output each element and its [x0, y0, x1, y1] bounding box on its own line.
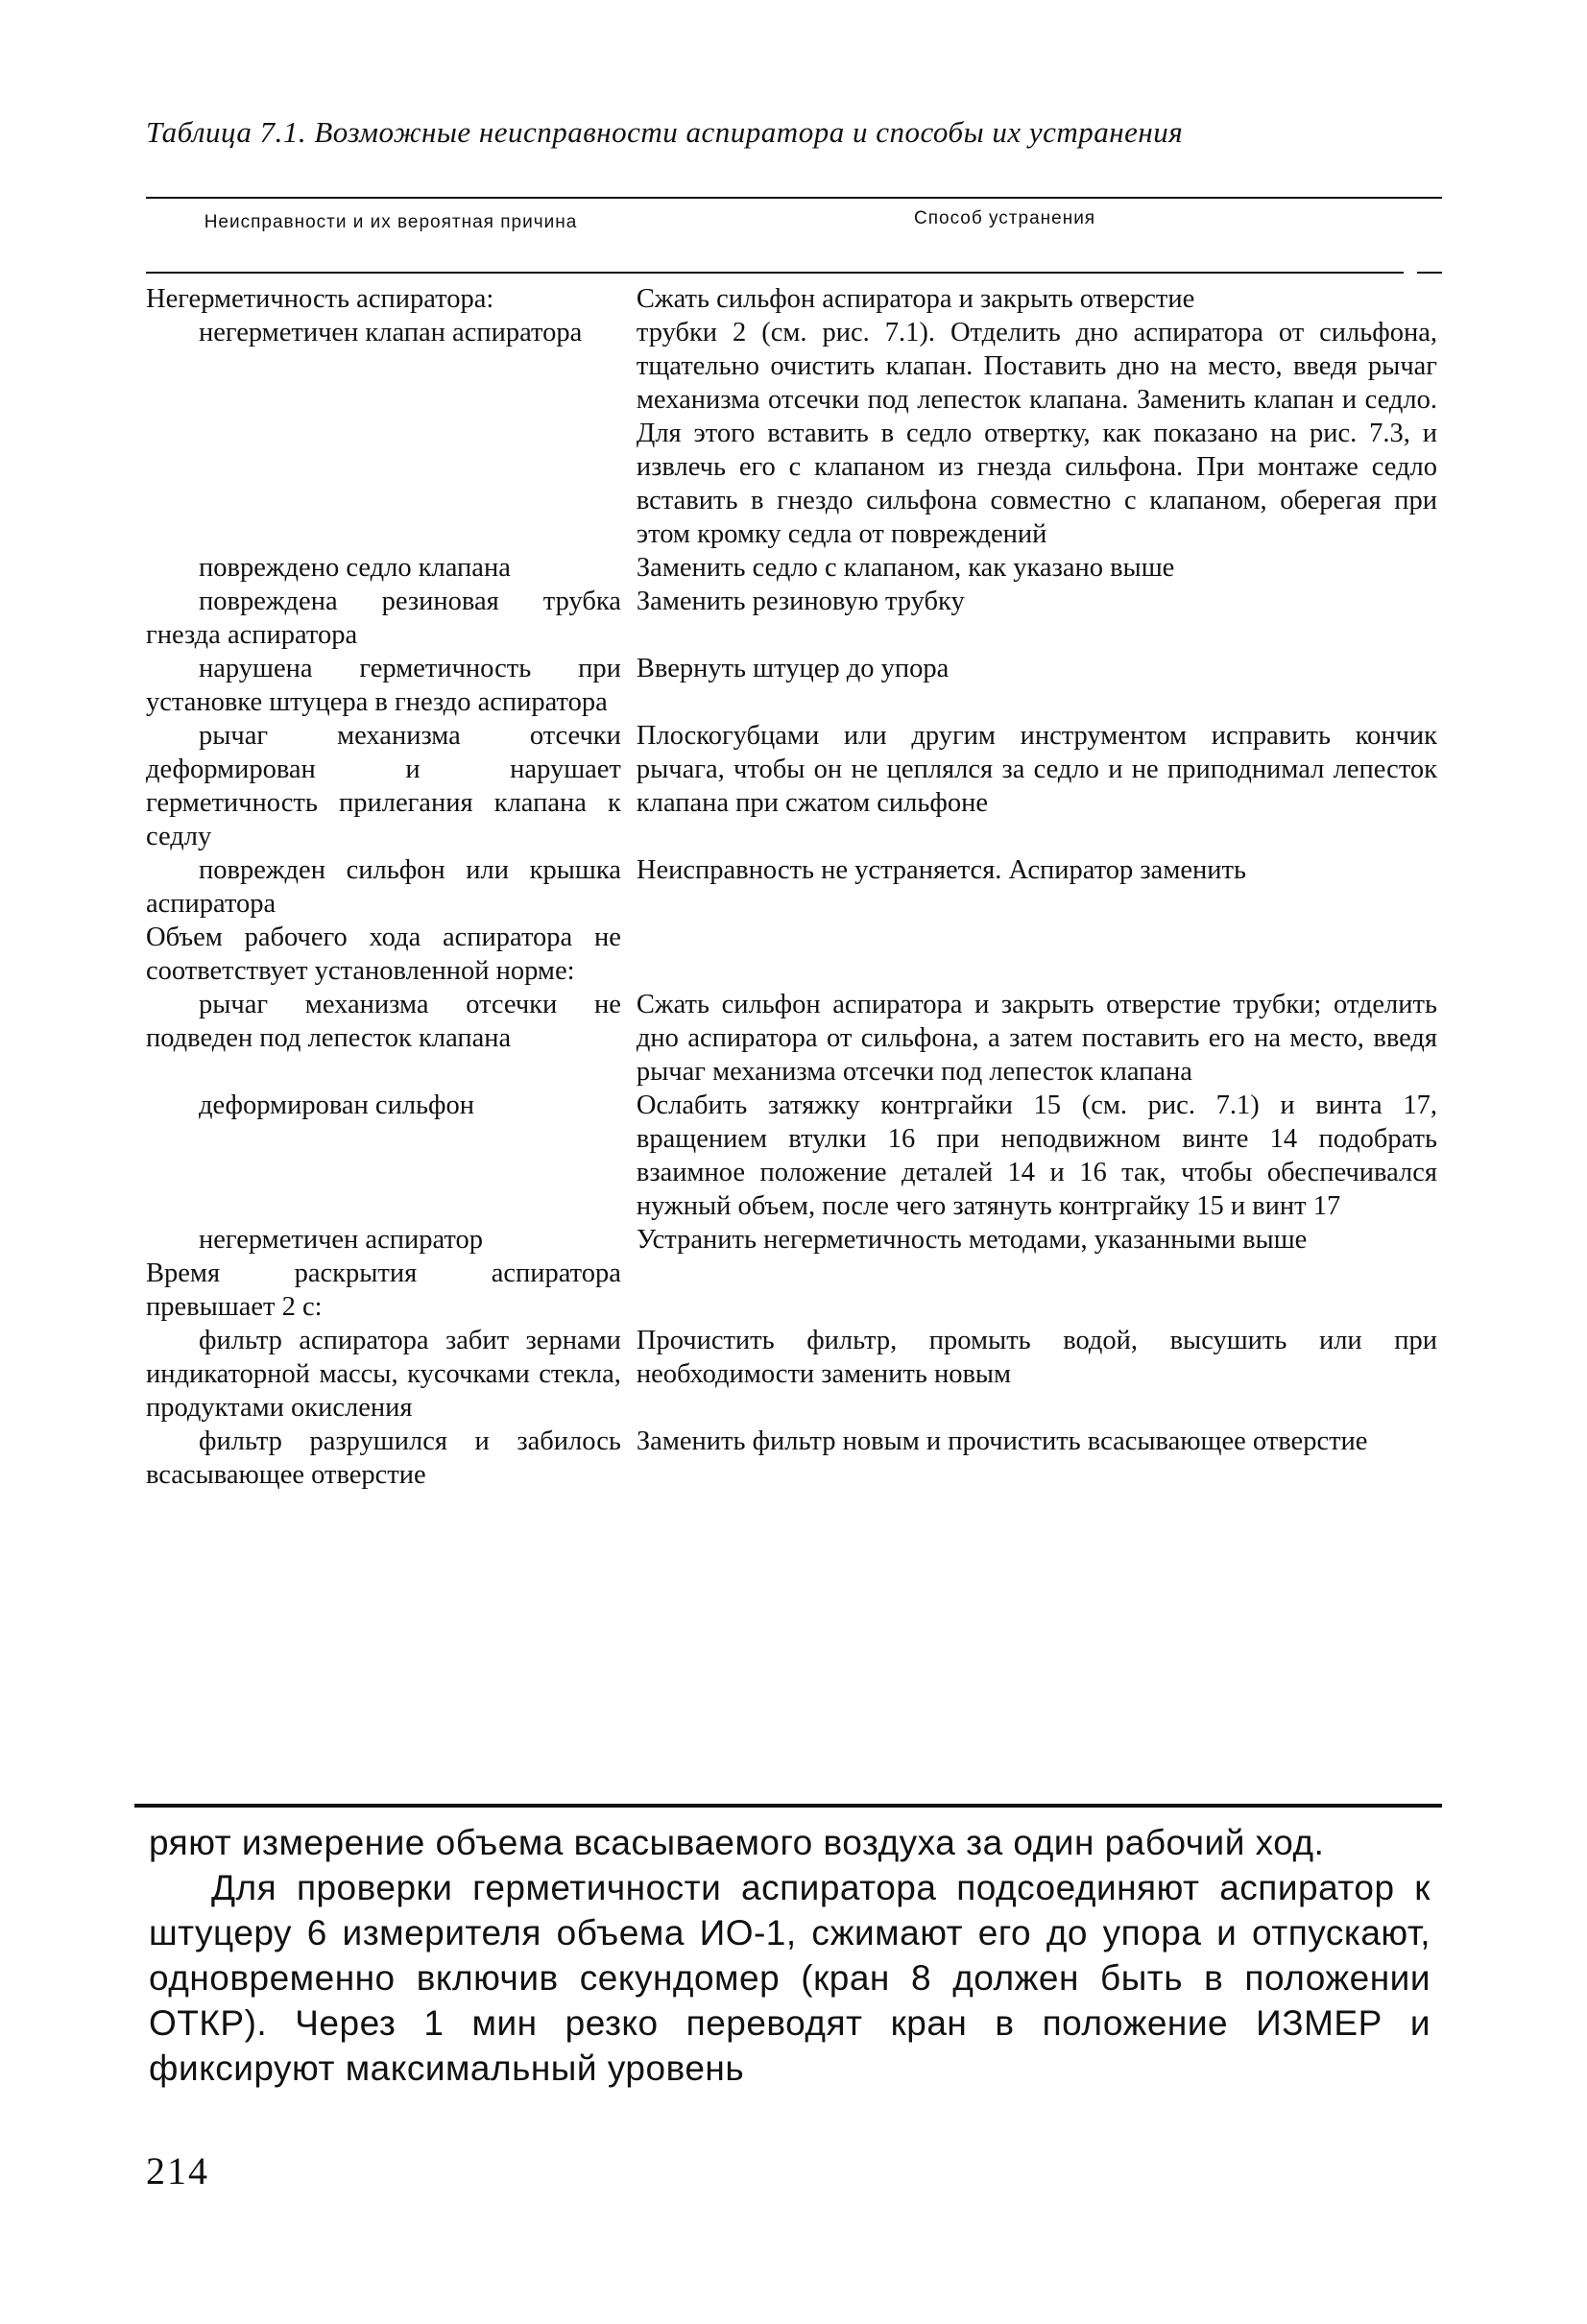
table-body [146, 282, 1437, 1492]
remedy-cell: Плоскогубцами или другим инструментом исправить кончик рычага, чтобы он не цеплялся за седло и не приподнимал лепесток клапана при сжатом сильфоне [636, 721, 1437, 818]
remedy-cell [637, 1257, 1437, 1324]
column-header-fault: Неисправности и их вероятная причина [204, 212, 578, 232]
table-row [146, 1223, 1437, 1257]
table-bottom-rule [134, 1804, 1442, 1808]
table-top-rule [146, 197, 1442, 199]
remedy-cell: Сжать сильфон аспиратора и закрыть отверстие [636, 284, 1195, 314]
fault-cell: повреждено седло клапана [199, 553, 511, 583]
table-row [146, 921, 1437, 988]
remedy-cell: Неисправность не устраняется. Аспиратор заменить [636, 855, 1246, 885]
table-caption: Таблица 7.1. Возможные неисправности аспиратора и способы их устранения [146, 115, 1184, 149]
body-paragraph: Для проверки герметичности аспиратора подсоединяют аспиратор к штуцеру 6 измерителя объема ИО-1, сжимают его до упора и отпускают, одновременно включив секундомер (кран 8 должен быть в положении ОТКР). Через 1 мин резко переводят кран в положение ИЗМЕР и фиксируют максимальный уровень [149, 1868, 1431, 2088]
remedy-cell [637, 921, 1437, 988]
remedy-cell: Устранить негерметичность методами, указанными выше [636, 1225, 1308, 1255]
fault-cell: поврежден сильфон или крышка аспиратора [146, 855, 621, 919]
table-row [146, 282, 1437, 316]
page-number: 214 [146, 2149, 209, 2192]
remedy-cell: Заменить фильтр новым и прочистить всасывающее отверстие [636, 1426, 1368, 1456]
remedy-cell: Заменить резиновую трубку [636, 587, 965, 616]
remedy-cell: Ввернуть штуцер до упора [636, 654, 950, 683]
table-row [146, 652, 1437, 719]
table-row [146, 551, 1437, 585]
fault-cell: Негерметичность аспиратора: [146, 284, 494, 314]
table-row [146, 1089, 1437, 1223]
fault-cell: повреждена резиновая трубка гнезда аспиратора [146, 587, 621, 650]
fault-cell: деформирован сильфон [199, 1090, 475, 1120]
remedy-cell: трубки 2 (см. рис. 7.1). Отделить дно аспиратора от сильфона, тщательно очистить клапан. Поставить дно на место, введя рычаг механизма отсечки под лепесток клапана. Заменить клапан и седло. Для этого вставить в седло отвертку, как показано на рис. 7.3, и извлечь его с клапаном из гнезда сильфона. При монтаже седло вставить в гнездо сильфона совместно с клапаном, оберегая при этом кромку седла от повреждений [636, 318, 1437, 549]
table-row [146, 988, 1437, 1089]
table-row [146, 853, 1437, 921]
body-paragraph: ряют измерение объема всасываемого воздуха за один рабочий ход. [149, 1823, 1325, 1862]
remedy-cell: Заменить седло с клапаном, как указано выше [636, 553, 1175, 583]
table-row [146, 585, 1437, 652]
fault-cell: рычаг механизма отсечки деформирован и нарушает герметичность прилегания клапана к седлу [146, 721, 621, 851]
fault-cell: негерметичен клапан аспиратора [199, 318, 583, 347]
table-row [146, 1257, 1437, 1324]
fault-cell: негерметичен аспиратор [199, 1225, 483, 1255]
table-row [146, 316, 1437, 551]
remedy-cell: Прочистить фильтр, промыть водой, высушить или при необходимости заменить новым [636, 1326, 1437, 1389]
remedy-cell: Ослабить затяжку контргайки 15 (см. рис. 7.1) и винта 17, вращением втулки 16 при неподвижном винте 14 подобрать взаимное положение деталей 14 и 16 так, чтобы обеспечивался нужный объем, после чего затянуть контргайку 15 и винт 17 [636, 1090, 1437, 1221]
table-header [146, 204, 1442, 261]
table-header-rule-tail [1417, 272, 1442, 274]
table-header-rule [146, 272, 1404, 274]
table-row [146, 719, 1437, 853]
column-header-remedy: Способ устранения [914, 208, 1096, 228]
fault-group-cell: Объем рабочего хода аспиратора не соответствует установленной норме: [146, 922, 621, 986]
fault-cell: фильтр аспиратора забит зернами индикаторной массы, кусочками стекла, продуктами окисления [146, 1326, 621, 1423]
remedy-cell: Сжать сильфон аспиратора и закрыть отверстие трубки; отделить дно аспиратора от сильфона, а затем поставить его на место, введя рычаг механизма отсечки под лепесток клапана [636, 990, 1437, 1087]
fault-cell: нарушена герметичность при установке штуцера в гнездо аспиратора [146, 654, 621, 717]
table-row [146, 1324, 1437, 1425]
fault-cell: фильтр разрушился и забилось всасывающее отверстие [146, 1426, 621, 1490]
fault-group-cell: Время раскрытия аспиратора превышает 2 с: [146, 1258, 621, 1322]
table-row [146, 1425, 1437, 1492]
body-text [149, 1820, 1431, 2091]
fault-cell: рычаг механизма отсечки не подведен под лепесток клапана [146, 990, 621, 1053]
